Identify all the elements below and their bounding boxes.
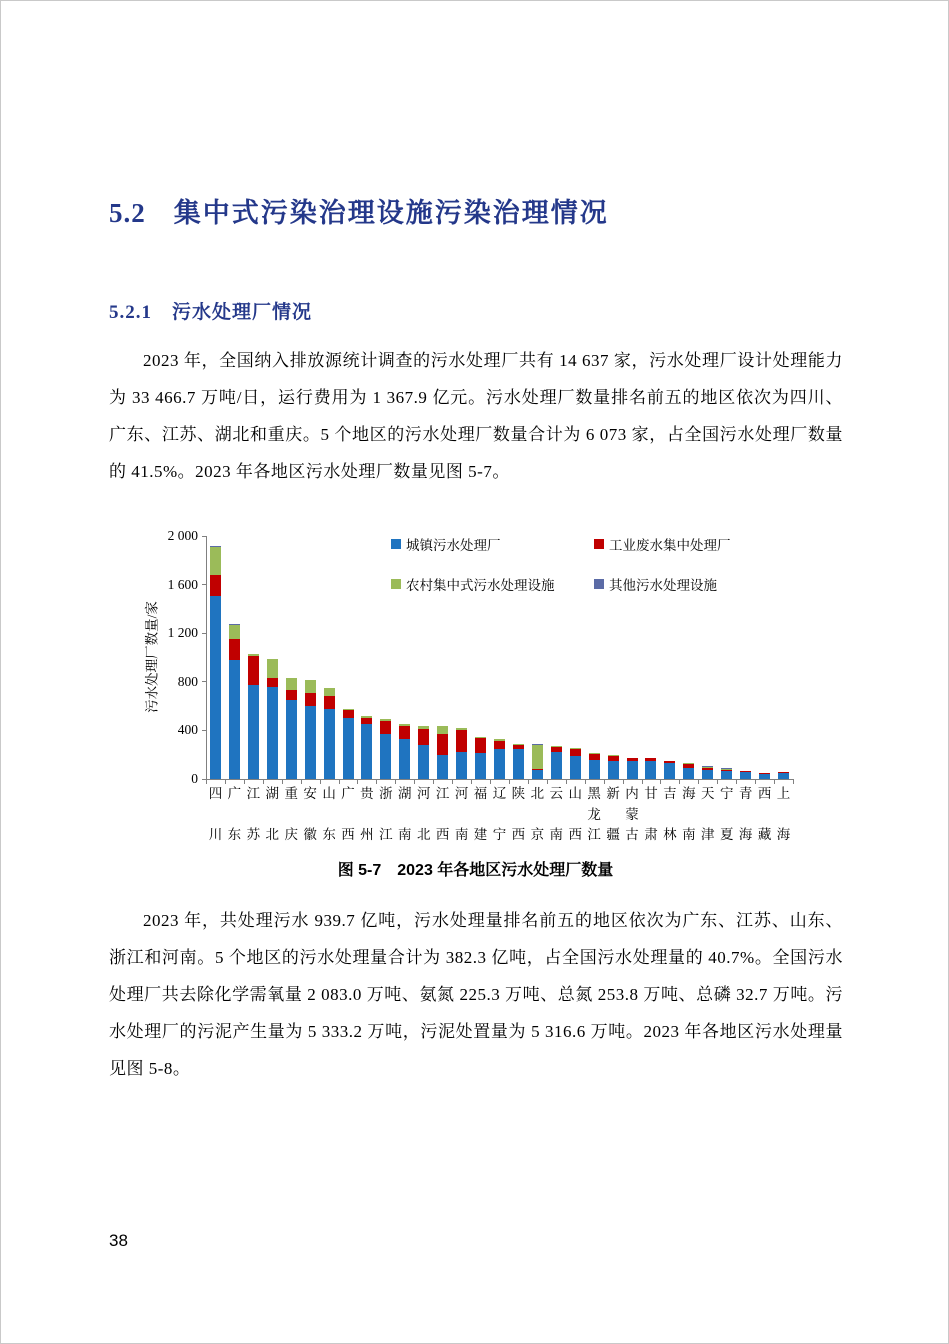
bar-segment (399, 739, 410, 779)
x-tick-mark (642, 780, 643, 784)
x-axis-label-char: 苏 (246, 827, 261, 842)
x-axis-label-char: 西 (511, 827, 526, 842)
bar-segment (380, 734, 391, 779)
x-axis-label-char: 重 (284, 786, 298, 801)
bar-segment (532, 744, 543, 745)
x-tick-mark (623, 780, 624, 784)
bar-segment (664, 761, 675, 762)
x-axis-label-char: 河 (454, 786, 469, 801)
bar-segment (683, 763, 694, 768)
x-tick-mark (471, 780, 472, 784)
x-axis-label (642, 786, 661, 842)
x-axis-label (490, 786, 509, 842)
x-axis-label-char: 建 (473, 827, 488, 842)
section-heading (109, 191, 869, 230)
x-tick-mark (490, 780, 491, 784)
bar-segment (437, 726, 448, 735)
x-axis-label (244, 786, 263, 842)
x-axis-label-char: 南 (682, 827, 696, 842)
bar-segment (229, 624, 240, 625)
x-axis-label-char: 安 (303, 786, 317, 801)
legend-swatch-icon (391, 539, 401, 549)
bar-segment (361, 724, 372, 779)
x-axis-label (376, 786, 395, 842)
bar-segment (532, 769, 543, 771)
x-axis-label-char: 肃 (644, 827, 658, 842)
x-axis-label (736, 786, 755, 842)
x-axis-label-char: 北 (265, 827, 279, 842)
x-axis-label (547, 786, 566, 842)
x-axis-label (225, 786, 244, 842)
x-axis-label (282, 786, 301, 842)
bar-segment (305, 693, 316, 706)
bar-segment (456, 728, 467, 730)
x-axis-label-char: 徽 (303, 827, 317, 842)
bar-segment (759, 774, 770, 779)
x-axis-label-char: 疆 (606, 827, 620, 842)
x-tick-mark (566, 780, 567, 784)
bar-segment (380, 719, 391, 721)
x-axis-label-char: 陕 (511, 786, 526, 801)
bar-segment (551, 747, 562, 752)
bar-segment (267, 659, 278, 677)
x-axis-label (679, 786, 698, 842)
bar-segment (740, 772, 751, 779)
x-axis-label (698, 786, 717, 842)
x-axis-label-char: 山 (568, 786, 582, 801)
bar-segment (210, 575, 221, 596)
x-tick-mark (698, 780, 699, 784)
bar-segment (456, 752, 467, 779)
x-axis-label (320, 786, 339, 842)
paragraph-overview: 2023 年，全国纳入排放源统计调查的污水处理厂共有 14 637 家，污水处理厂设计处理能力为 33 466.7 万吨/日，运行费用为 1 367.9 亿元。污水处理厂数量排名前五的地区依次为四川、广东、江苏、湖北和重庆。5 个地区的污水处理厂数量合计为 6 073 家，占全国污水处理厂数量的 41.5%。2023 年各地区污水处理厂数量见图 5-7。 (109, 351, 843, 481)
bar-segment (343, 710, 354, 719)
legend-label: 其他污水处理设施 (609, 578, 717, 593)
x-tick-mark (660, 780, 661, 784)
bar-segment (343, 718, 354, 779)
x-axis-label (585, 786, 604, 842)
x-tick-mark (357, 780, 358, 784)
y-tick-label: 1 200 (167, 625, 198, 641)
bar-segment (702, 768, 713, 770)
bar-segment (456, 730, 467, 752)
bar-segment (494, 749, 505, 779)
x-axis-label-char: 西 (435, 827, 450, 842)
x-axis-label-char: 川 (208, 827, 223, 842)
x-tick-mark (585, 780, 586, 784)
bar-segment (551, 752, 562, 779)
x-axis-label (604, 786, 623, 842)
x-tick-mark (774, 780, 775, 784)
legend-swatch-icon (391, 579, 401, 589)
x-axis-label-char: 湖 (265, 786, 279, 801)
x-tick-mark (679, 780, 680, 784)
bar-segment (380, 721, 391, 734)
bar-segment (475, 737, 486, 738)
x-axis-label-char: 海 (776, 827, 791, 842)
x-tick-mark (225, 780, 226, 784)
bar-segment (324, 696, 335, 709)
bar-segment (324, 709, 335, 779)
bar-segment (210, 596, 221, 779)
bar-segment (437, 734, 448, 755)
x-tick-mark (528, 780, 529, 784)
bar-segment (399, 726, 410, 739)
paragraph-treatment-volume: 2023 年，共处理污水 939.7 亿吨，污水处理量排名前五的地区依次为广东、江苏、山东、浙江和河南。5 个地区的污水处理量合计为 382.3 亿吨，占全国污水处理量的 40.7%。全国污水处理厂共去除化学需氧量 2 083.0 万吨、氨氮 225.3 万吨、总氮 253.8 万吨、总磷 32.7 万吨。污水处理厂的污泥产生量为 5 333.2 万吨，污泥处置量为 5 316.6 万吨。2023 年各地区污水处理量见图 5-8。 (109, 911, 843, 1078)
x-axis-label (206, 786, 225, 842)
x-axis-label-char: 江 (379, 827, 393, 842)
bar-segment (702, 770, 713, 779)
x-axis-label-char: 河 (416, 786, 431, 801)
bar-segment (324, 688, 335, 696)
bar-segment (437, 755, 448, 779)
x-axis-label-char: 龙 (587, 806, 601, 822)
bar-segment (513, 745, 524, 749)
x-tick-mark (547, 780, 548, 784)
x-axis-label-char: 四 (208, 786, 223, 801)
bar-segment (759, 773, 770, 774)
x-axis-label (774, 786, 793, 842)
page-number: 38 (109, 1231, 128, 1250)
x-axis-label-char: 南 (398, 827, 412, 842)
x-tick-mark (206, 780, 207, 784)
x-tick-mark (509, 780, 510, 784)
x-axis-label (623, 786, 642, 842)
x-axis-label-char: 广 (227, 786, 242, 801)
x-axis-label-char: 西 (757, 786, 772, 801)
y-tick-mark (202, 536, 207, 537)
x-axis-label-char: 夏 (719, 827, 734, 842)
x-tick-mark (395, 780, 396, 784)
bar-segment (608, 755, 619, 756)
y-tick-mark (202, 681, 207, 682)
bar-segment (683, 768, 694, 779)
x-axis-label-char: 山 (322, 786, 336, 801)
legend-item (594, 535, 731, 553)
subsection-number: 5.2.1 (109, 302, 152, 323)
x-tick-mark (263, 780, 264, 784)
bar-segment (286, 700, 297, 779)
x-tick-mark (339, 780, 340, 784)
bar-segment (721, 768, 732, 769)
x-tick-mark (717, 780, 718, 784)
x-axis-label-char: 云 (549, 786, 564, 801)
bar-segment (608, 756, 619, 761)
bar-segment (286, 678, 297, 690)
bar-segment (532, 745, 543, 769)
x-axis-label-char: 天 (701, 786, 715, 801)
bar-segment (305, 680, 316, 693)
x-axis-label-char: 内 (625, 786, 639, 801)
x-axis-label-char: 州 (360, 827, 374, 842)
x-axis-label-char: 湖 (398, 786, 412, 801)
bar-segment (248, 654, 259, 656)
bar-segment (418, 745, 429, 779)
legend-label: 农村集中式污水处理设施 (406, 578, 555, 593)
x-axis-label-char: 北 (530, 786, 545, 801)
x-axis-label (660, 786, 679, 842)
x-axis-label (357, 786, 376, 842)
x-tick-mark (244, 780, 245, 784)
legend-label: 城镇污水处理厂 (406, 538, 501, 553)
bar-segment (418, 726, 429, 730)
bar-segment (551, 746, 562, 747)
section-title: 集中式污染治理设施污染治理情况 (173, 198, 609, 228)
x-axis-label-char: 贵 (360, 786, 374, 801)
x-tick-mark (793, 780, 794, 784)
bar-segment (475, 753, 486, 779)
x-axis-label-char: 江 (435, 786, 450, 801)
bar-segment (778, 773, 789, 779)
bar-segment (361, 718, 372, 724)
x-tick-mark (301, 780, 302, 784)
bar-segment (494, 739, 505, 741)
bar-segment (570, 756, 581, 779)
x-tick-mark (414, 780, 415, 784)
bar-segment (570, 748, 581, 749)
x-axis-label (528, 786, 547, 842)
x-axis-label-char: 福 (473, 786, 488, 801)
x-tick-mark (282, 780, 283, 784)
x-axis-label-char: 古 (625, 827, 639, 842)
bar-segment (664, 763, 675, 779)
x-axis-label-char: 北 (416, 827, 431, 842)
bar-segment (627, 758, 638, 762)
x-axis-label (339, 786, 358, 842)
y-tick-label: 1 600 (167, 576, 198, 592)
y-tick-label: 2 000 (167, 528, 198, 543)
bar-segment (778, 772, 789, 773)
x-axis-label-char: 西 (341, 827, 355, 842)
subsection-heading (109, 297, 869, 324)
y-tick-label: 0 (191, 771, 198, 786)
x-axis-label-char: 林 (663, 827, 677, 842)
y-tick-label: 800 (177, 673, 198, 689)
x-tick-mark (376, 780, 377, 784)
figure-caption: 图 5-7 2023 年各地区污水处理厂数量 (337, 862, 614, 879)
bar-segment (361, 716, 372, 718)
legend-label: 工业废水集中处理厂 (609, 538, 731, 553)
x-axis-label-char: 南 (454, 827, 469, 842)
bar-segment (513, 744, 524, 745)
bar-segment (210, 546, 221, 547)
x-axis-label (566, 786, 585, 842)
bar-segment (589, 753, 600, 759)
x-axis-label-char: 东 (322, 827, 336, 842)
y-tick-mark (202, 584, 207, 585)
x-axis-label (301, 786, 320, 842)
x-axis-label-char: 东 (227, 827, 242, 842)
bar-segment (589, 753, 600, 754)
bar-segment (494, 741, 505, 749)
x-tick-mark (452, 780, 453, 784)
x-axis-label-char: 津 (701, 827, 715, 842)
x-axis-label-char: 蒙 (625, 806, 639, 822)
bar-segment (475, 738, 486, 753)
x-tick-mark (320, 780, 321, 784)
bar-segment (645, 758, 656, 760)
x-axis-label-char: 甘 (644, 786, 658, 801)
bar-segment (267, 678, 278, 688)
bar-segment (286, 690, 297, 700)
x-tick-mark (755, 780, 756, 784)
section-number: 5.2 (109, 198, 146, 228)
x-axis-label-char: 海 (682, 786, 696, 801)
x-axis-label-char: 江 (587, 827, 601, 842)
bar-segment (229, 639, 240, 660)
subsection-title: 污水处理厂情况 (172, 302, 313, 323)
y-tick-label: 400 (177, 722, 198, 738)
chart-legend (391, 535, 731, 593)
x-axis-label (452, 786, 471, 842)
bar-segment (702, 766, 713, 767)
x-axis-label-char: 辽 (492, 786, 507, 801)
bar-segment (645, 761, 656, 779)
y-axis-title: 污水处理厂数量/家 (144, 601, 160, 713)
x-axis-label (717, 786, 736, 842)
bar-segment (721, 771, 732, 779)
bar-segment (740, 771, 751, 772)
x-axis-label (471, 786, 490, 842)
bar-segment (721, 770, 732, 771)
x-axis-label-char: 宁 (719, 786, 734, 801)
legend-item (391, 575, 594, 593)
bar-segment (229, 625, 240, 639)
bar-segment (229, 660, 240, 779)
x-axis-label-char: 上 (776, 786, 791, 801)
bar-segment (248, 685, 259, 779)
y-tick-mark (202, 633, 207, 634)
stacked-bar-chart (141, 529, 821, 854)
bar-segment (627, 761, 638, 779)
legend-item (391, 535, 594, 553)
bar-segment (418, 729, 429, 745)
bar-segment (608, 761, 619, 779)
x-axis-label-char: 新 (606, 786, 620, 801)
bar-segment (532, 770, 543, 779)
bar-segment (210, 547, 221, 575)
x-axis-label-char: 黑 (587, 786, 601, 801)
x-axis-label (755, 786, 774, 842)
x-axis-label (414, 786, 433, 842)
x-tick-mark (433, 780, 434, 784)
x-axis-label-char: 京 (530, 827, 545, 842)
x-axis-label (263, 786, 282, 842)
y-tick-mark (202, 730, 207, 731)
x-axis-label-char: 藏 (757, 827, 772, 842)
bar-segment (399, 724, 410, 726)
bar-segment (513, 749, 524, 779)
legend-item (594, 575, 731, 593)
x-axis-label-char: 江 (246, 786, 261, 801)
x-axis-label-char: 海 (738, 827, 753, 842)
bar-segment (683, 763, 694, 764)
bar-segment (343, 709, 354, 710)
x-axis-label-char: 南 (549, 827, 564, 842)
bar-segment (248, 656, 259, 686)
x-axis-label (433, 786, 452, 842)
x-axis-label (395, 786, 414, 842)
x-axis-label-char: 吉 (663, 786, 677, 801)
x-axis-label-char: 浙 (379, 786, 393, 801)
legend-swatch-icon (594, 579, 604, 589)
bar-segment (589, 760, 600, 779)
x-axis-label-char: 西 (568, 827, 582, 842)
x-axis-label-char: 青 (738, 786, 753, 801)
bar-segment (267, 687, 278, 779)
legend-swatch-icon (594, 539, 604, 549)
x-axis-label-char: 宁 (492, 827, 507, 842)
x-axis-label (509, 786, 528, 842)
x-axis-label-char: 广 (341, 786, 355, 801)
x-axis-label-char: 庆 (284, 827, 298, 842)
bar-segment (305, 706, 316, 779)
bar-segment (570, 749, 581, 756)
x-tick-mark (736, 780, 737, 784)
x-tick-mark (604, 780, 605, 784)
